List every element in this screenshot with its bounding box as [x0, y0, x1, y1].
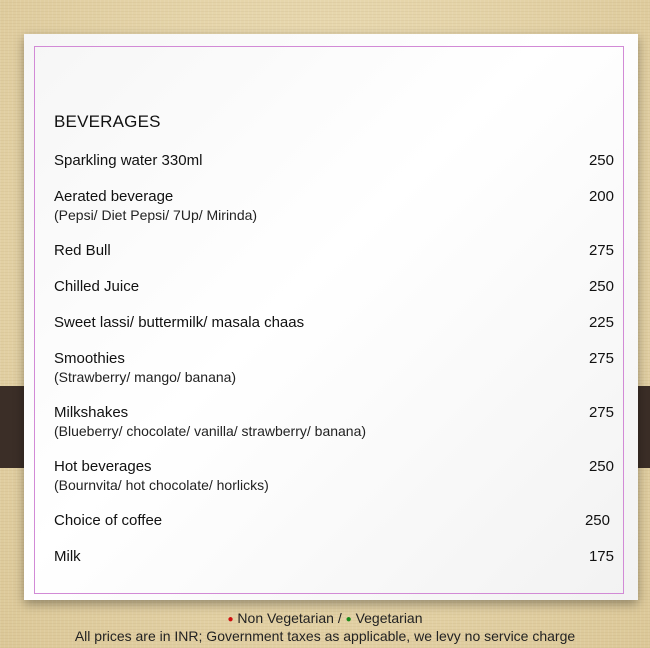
- menu-item-red-bull: [54, 242, 614, 260]
- item-price: 200: [588, 188, 614, 205]
- item-price: 250: [584, 512, 610, 529]
- menu-item-coffee: [54, 512, 614, 530]
- item-name: Milk: [54, 548, 81, 565]
- menu-item-milkshakes: [54, 404, 614, 440]
- item-name: Sparkling water 330ml: [54, 152, 203, 169]
- item-price: 225: [588, 314, 614, 331]
- item-name: Sweet lassi/ buttermilk/ masala chaas: [54, 314, 305, 331]
- item-price: 275: [588, 350, 614, 367]
- item-price: 275: [588, 404, 614, 421]
- item-price: 175: [588, 548, 614, 565]
- veg-label: Vegetarian: [355, 610, 423, 626]
- item-description: (Strawberry/ mango/ banana): [54, 369, 237, 385]
- item-name: Smoothies: [54, 350, 125, 367]
- menu-item-hot-beverages: [54, 458, 614, 494]
- item-description: (Bournvita/ hot chocolate/ horlicks): [54, 477, 269, 493]
- item-price: 250: [588, 152, 614, 169]
- menu-item-sweet-lassi: [54, 314, 614, 332]
- non-veg-label: Non Vegetarian: [237, 610, 334, 626]
- menu-item-milk: [54, 548, 614, 566]
- veg-dot-icon: ●: [345, 613, 352, 625]
- non-veg-dot-icon: ●: [227, 613, 234, 625]
- item-description: (Pepsi/ Diet Pepsi/ 7Up/ Mirinda): [54, 207, 258, 223]
- menu-item-sparkling-water: [54, 152, 614, 170]
- menu-item-chilled-juice: [54, 278, 614, 296]
- price-note: All prices are in INR; Government taxes as applicable, we levy no service charge: [74, 628, 576, 644]
- item-name: Milkshakes: [54, 404, 129, 421]
- item-description: (Blueberry/ chocolate/ vanilla/ strawberry/ banana): [54, 423, 367, 439]
- menu-card: [24, 34, 638, 600]
- item-price: 275: [588, 242, 614, 259]
- menu-item-smoothies: [54, 350, 614, 386]
- legend-separator: /: [337, 610, 342, 626]
- item-name: Hot beverages: [54, 458, 152, 475]
- item-name: Aerated beverage: [54, 188, 174, 205]
- item-price: 250: [588, 278, 614, 295]
- section-heading: BEVERAGES: [54, 112, 161, 131]
- item-price: 250: [588, 458, 614, 475]
- menu-item-aerated-beverage: [54, 188, 614, 224]
- diet-legend: [0, 610, 650, 626]
- item-name: Chilled Juice: [54, 278, 140, 295]
- item-name: Red Bull: [54, 242, 111, 259]
- item-name: Choice of coffee: [54, 512, 163, 529]
